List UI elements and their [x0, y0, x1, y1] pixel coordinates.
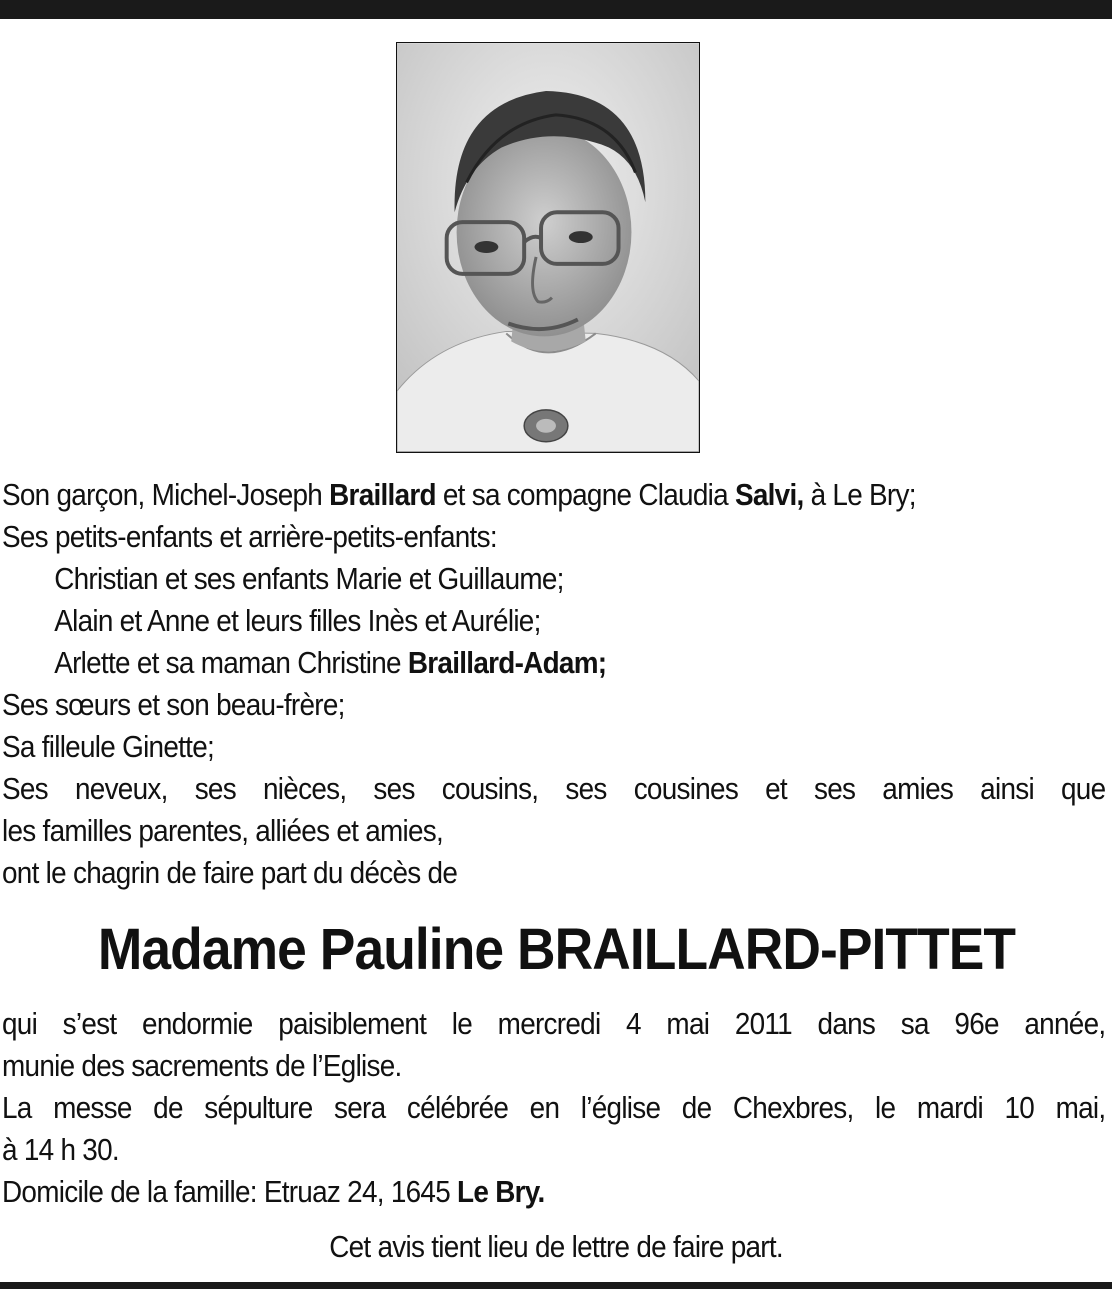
announcement-line: les familles parentes, alliées et amies, — [2, 813, 444, 848]
details-line: munie des sacrements de l’Eglise. — [2, 1048, 402, 1083]
announcement-line: Ses petits-enfants et arrière-petits-enfants: — [2, 519, 497, 554]
announcement-line: Sa filleule Ginette; — [2, 729, 215, 764]
announcement-line: Arlette et sa maman Christine Braillard-Adam; — [54, 645, 607, 680]
announcement-line: Son garçon, Michel-Joseph Braillard et sa compagne Claudia Salvi, à Le Bry; — [2, 477, 916, 512]
closing-note: Cet avis tient lieu de lettre de faire part. — [329, 1229, 783, 1264]
announcement-line: ont le chagrin de faire part du décès de — [2, 855, 458, 890]
portrait-illustration — [397, 43, 699, 452]
announcement-line: Alain et Anne et leurs filles Inès et Aurélie; — [54, 603, 541, 638]
announcement-line: Christian et ses enfants Marie et Guillaume; — [54, 561, 564, 596]
details-text — [2, 1003, 1106, 1213]
announcement-text — [2, 474, 1106, 894]
announcement-line: Ses neveux, ses nièces, ses cousins, ses cousines et ses amies ainsi que — [2, 771, 1106, 806]
top-rule — [0, 0, 1112, 19]
bottom-rule — [0, 1282, 1112, 1289]
details-line: La messe de sépulture sera célébrée en l’église de Chexbres, le mardi 10 mai, — [2, 1090, 1106, 1125]
announcement-line: Ses sœurs et son beau-frère; — [2, 687, 345, 722]
details-line: qui s’est endormie paisiblement le mercredi 4 mai 2011 dans sa 96e année, — [2, 1006, 1106, 1041]
details-line: Domicile de la famille: Etruaz 24, 1645 Le Bry. — [2, 1174, 545, 1209]
portrait-photo — [396, 42, 700, 453]
deceased-name: Madame Pauline BRAILLARD-PITTET — [97, 917, 1015, 982]
details-line: à 14 h 30. — [2, 1132, 119, 1167]
